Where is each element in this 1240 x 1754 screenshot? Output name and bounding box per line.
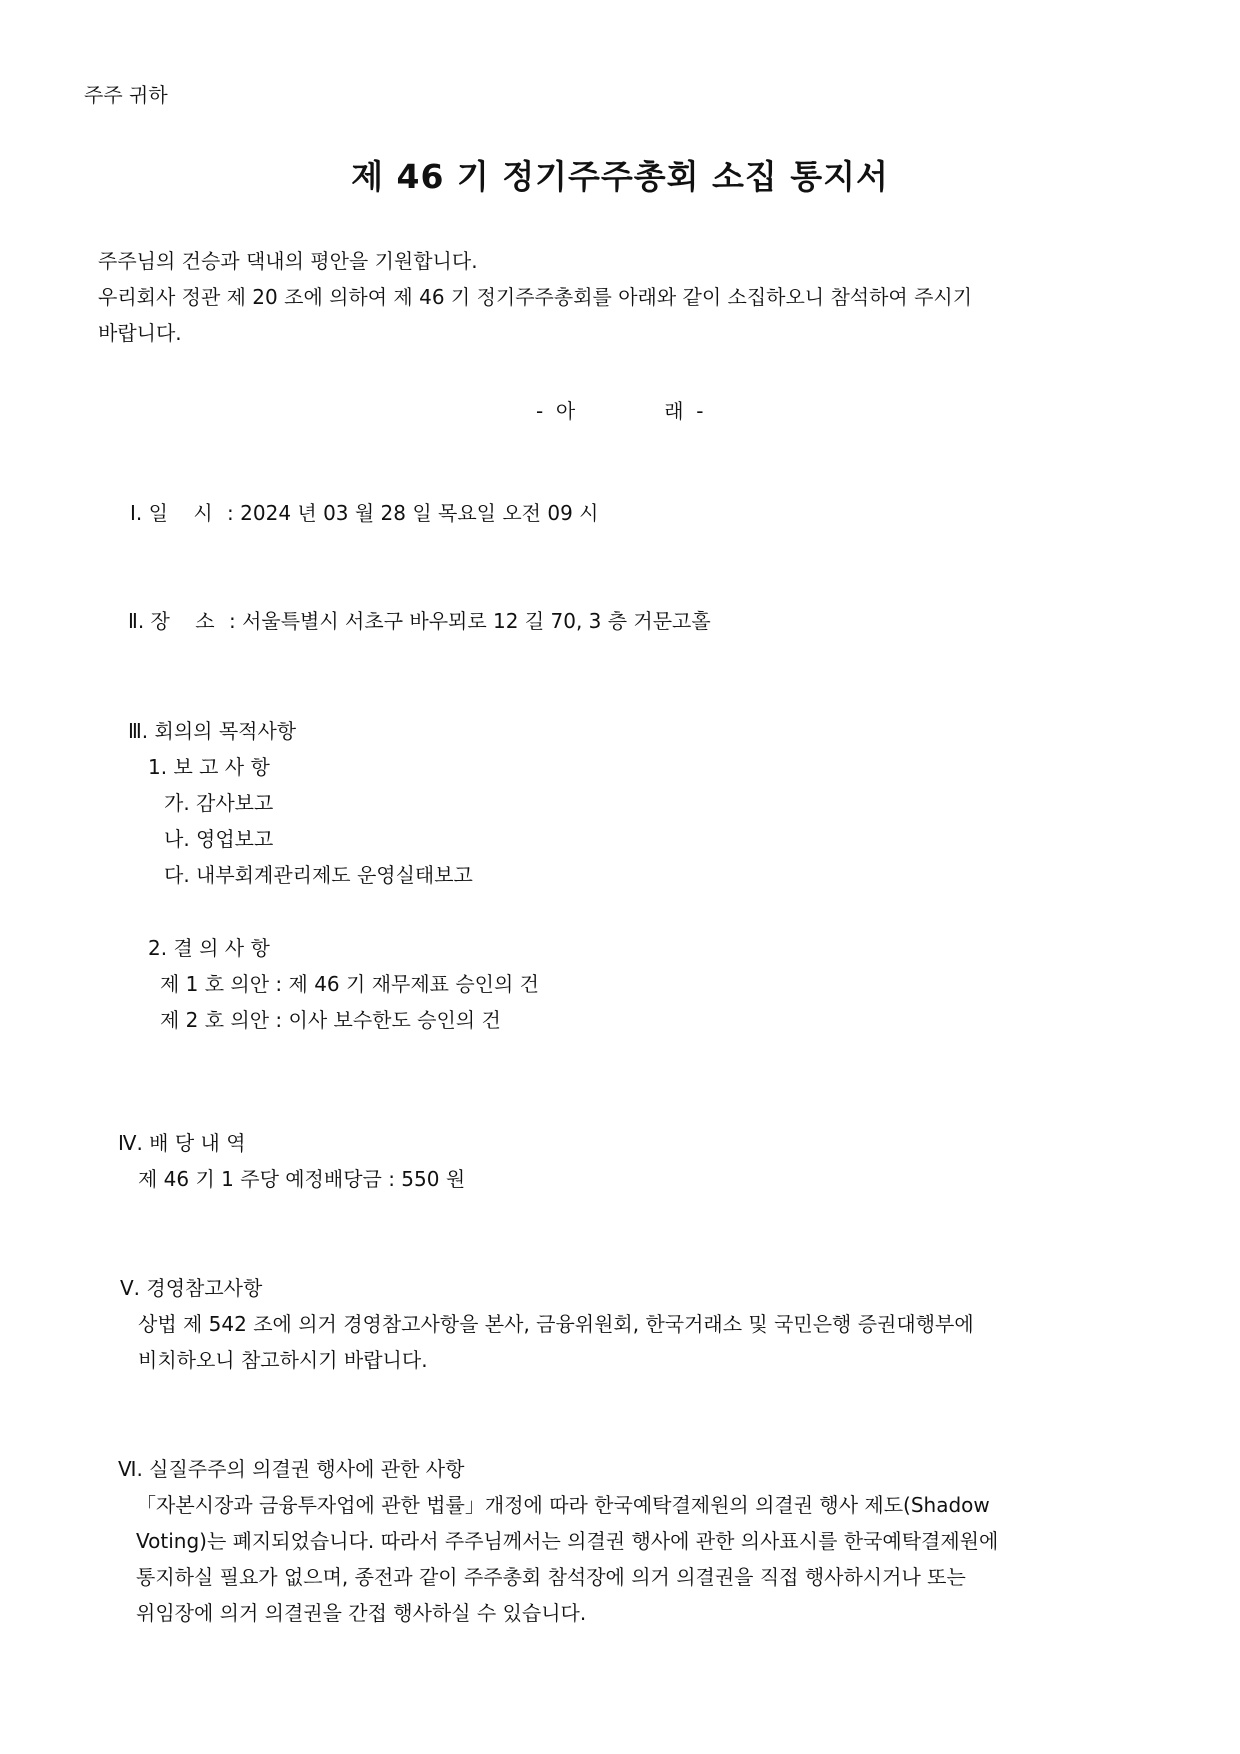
section-2-value: : 서울특별시 서초구 바우뫼로 12 길 70, 3 층 거문고홀 — [229, 609, 711, 633]
resolution-heading: 2. 결 의 사 항 — [148, 936, 270, 960]
intro-line-3: 바랍니다. — [98, 321, 182, 345]
report-item-1: 가. 감사보고 — [164, 791, 274, 815]
report-heading: 1. 보 고 사 항 — [148, 755, 270, 779]
report-item-3: 다. 내부회계관리제도 운영실태보고 — [164, 863, 473, 887]
section-4-heading: Ⅳ. 배 당 내 역 — [118, 1131, 246, 1155]
section-1-value: : 2024 년 03 월 28 일 목요일 오전 09 시 — [227, 501, 599, 525]
resolution-item-2: 제 2 호 의안 : 이사 보수한도 승인의 건 — [160, 1008, 501, 1032]
section-2-label: Ⅱ. 장 소 — [128, 609, 215, 633]
dividend-text: 제 46 기 1 주당 예정배당금 : 550 원 — [138, 1167, 466, 1191]
addressee: 주주 귀하 — [84, 83, 168, 107]
section-2 — [128, 608, 711, 634]
section-5-line-2: 비치하오니 참고하시기 바랍니다. — [138, 1348, 428, 1372]
section-1-label: Ⅰ. 일 시 — [130, 501, 213, 525]
section-5-line-1: 상법 제 542 조에 의거 경영참고사항을 본사, 금융위원회, 한국거래소 및 국민은행 증권대행부에 — [138, 1312, 974, 1336]
section-6-line-3: 통지하실 필요가 없으며, 종전과 같이 주주총회 참석장에 의거 의결권을 직접 행사하시거나 또는 — [136, 1565, 966, 1589]
section-6-line-1: 「자본시장과 금융투자업에 관한 법률」개정에 따라 한국예탁결제원의 의결권 행사 제도(Shadow — [136, 1493, 990, 1517]
section-5-heading: Ⅴ. 경영참고사항 — [120, 1276, 263, 1300]
resolution-item-1: 제 1 호 의안 : 제 46 기 재무제표 승인의 건 — [160, 972, 539, 996]
section-6-line-4: 위임장에 의거 의결권을 간접 행사하실 수 있습니다. — [136, 1601, 587, 1625]
section-3-heading: Ⅲ. 회의의 목적사항 — [128, 719, 297, 743]
section-separator: - 아 래 - — [536, 399, 704, 423]
section-6-line-2: Voting)는 폐지되었습니다. 따라서 주주님께서는 의결권 행사에 관한 의사표시를 한국예탁결제원에 — [136, 1529, 999, 1553]
report-item-2: 나. 영업보고 — [164, 827, 274, 851]
intro-line-2: 우리회사 정관 제 20 조에 의하여 제 46 기 정기주주총회를 아래와 같이 소집하오니 참석하여 주시기 — [98, 285, 973, 309]
page-title: 제 46 기 정기주주총회 소집 통지서 — [351, 157, 889, 196]
section-1 — [130, 500, 599, 526]
section-6-heading: Ⅵ. 실질주주의 의결권 행사에 관한 사항 — [118, 1457, 465, 1481]
intro-line-1: 주주님의 건승과 댁내의 평안을 기원합니다. — [98, 249, 478, 273]
